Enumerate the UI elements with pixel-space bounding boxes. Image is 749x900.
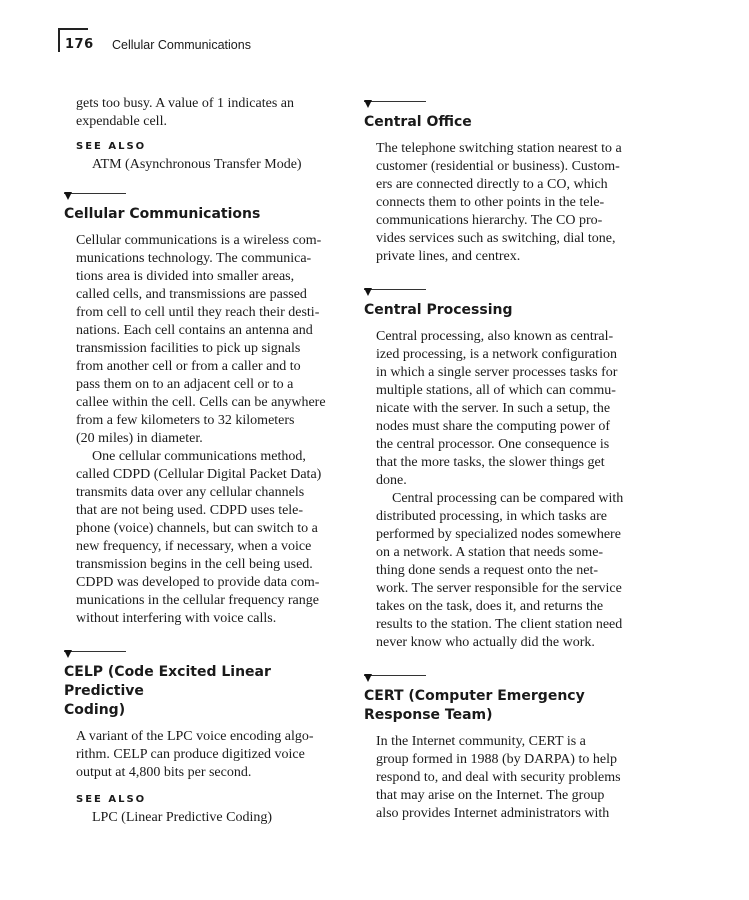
text-line: from cell to cell until they reach their desti-	[76, 305, 320, 320]
text-line: phone (voice) channels, but can switch to a	[76, 521, 318, 536]
text-line: tions area is divided into smaller areas,	[76, 269, 295, 284]
see-also-label: SEE ALSO	[76, 794, 147, 805]
entry-paragraph	[364, 490, 636, 652]
see-also-reference: LPC (Linear Predictive Coding)	[92, 810, 273, 825]
text-line: never know who actually did the work.	[376, 635, 595, 650]
entry-marker	[364, 100, 426, 110]
text-line: One cellular communications method,	[92, 449, 306, 464]
text-line: takes on the task, does it, and returns the	[376, 599, 604, 614]
entry-central-processing	[364, 288, 636, 652]
entry-paragraph	[364, 140, 636, 266]
entry-title	[364, 687, 636, 725]
text-line: gets too busy. A value of 1 indicates an	[76, 96, 294, 111]
entry-marker	[64, 650, 126, 660]
page-number: 176	[65, 37, 94, 52]
text-line: that the more tasks, the slower things get	[376, 455, 605, 470]
text-line: multiple stations, all of which can commu-	[376, 383, 616, 398]
text-line: A variant of the LPC voice encoding algo-	[76, 729, 314, 744]
entry-paragraph	[64, 232, 336, 448]
text-line: thing done sends a request onto the net-	[376, 563, 599, 578]
text-line: done.	[376, 473, 407, 488]
text-line: Central processing can be compared with	[392, 491, 624, 506]
running-title: Cellular Communications	[112, 38, 251, 52]
entry-celp	[64, 650, 336, 827]
entry-paragraph	[64, 728, 336, 782]
text-line: in which a single server processes tasks for	[376, 365, 618, 380]
text-line: that are not being used. CDPD uses tele-	[76, 503, 304, 518]
entry-paragraph	[364, 733, 636, 823]
text-line: new frequency, if necessary, when a voice	[76, 539, 312, 554]
text-line: nicate with the server. In such a setup, the	[376, 401, 611, 416]
text-line: customer (residential or business). Custom-	[376, 159, 620, 174]
text-line: ized processing, is a network configuration	[376, 347, 618, 362]
text-line: the central processor. One consequence is	[376, 437, 610, 452]
text-line: private lines, and centrex.	[376, 249, 521, 264]
text-line: transmits data over any cellular channels	[76, 485, 305, 500]
text-line: respond to, and deal with security problems	[376, 770, 621, 785]
entry-marker	[364, 288, 426, 298]
header-rule-horizontal	[58, 28, 88, 30]
entry-marker	[364, 674, 426, 684]
text-line: Central processing, also known as central-	[376, 329, 614, 344]
text-line: pass them on to an adjacent cell or to a	[76, 377, 294, 392]
entry-central-office	[364, 100, 636, 266]
text-line: called CDPD (Cellular Digital Packet Data)	[76, 467, 322, 482]
text-line: results to the station. The client station need	[376, 617, 623, 632]
text-line: nations. Each cell contains an antenna and	[76, 323, 313, 338]
text-line: In the Internet community, CERT is a	[376, 734, 586, 749]
text-line: connects them to other points in the tele-	[376, 195, 605, 210]
text-line: also provides Internet administrators with	[376, 806, 610, 821]
entry-title: Central Processing	[364, 302, 513, 318]
entry-title	[64, 663, 336, 720]
entry-title-line: CERT (Computer Emergency	[364, 688, 585, 704]
text-line: callee within the cell. Cells can be anywhere	[76, 395, 326, 410]
text-line: munications technology. The communica-	[76, 251, 312, 266]
text-line: called cells, and transmissions are passed	[76, 287, 307, 302]
text-line: CDPD was developed to provide data com-	[76, 575, 320, 590]
entry-title-line: Coding)	[64, 702, 126, 718]
text-line: output at 4,800 bits per second.	[76, 765, 252, 780]
entry-cellular-communications	[64, 192, 336, 628]
text-line: ers are connected directly to a CO, which	[376, 177, 608, 192]
text-line: from another cell or from a caller and to	[76, 359, 301, 374]
text-line: transmission begins in the cell being used.	[76, 557, 313, 572]
text-line: Cellular communications is a wireless com-	[76, 233, 322, 248]
see-also-reference: ATM (Asynchronous Transfer Mode)	[92, 157, 302, 172]
see-also-label: SEE ALSO	[76, 141, 147, 152]
entry-cert	[364, 674, 636, 823]
entry-title: Cellular Communications	[64, 206, 261, 222]
text-line: from a few kilometers to 32 kilometers	[76, 413, 295, 428]
text-line: rithm. CELP can produce digitized voice	[76, 747, 305, 762]
entry-title: Central Office	[364, 114, 472, 130]
text-line: munications in the cellular frequency range	[76, 593, 319, 608]
header-rule-vertical	[58, 28, 60, 52]
text-line: performed by specialized nodes somewhere	[376, 527, 621, 542]
continuation-entry	[64, 95, 336, 174]
entry-paragraph	[64, 448, 336, 628]
text-line: communications hierarchy. The CO pro-	[376, 213, 603, 228]
left-column	[64, 95, 336, 849]
text-line: distributed processing, in which tasks are	[376, 509, 607, 524]
entry-title-line: Response Team)	[364, 707, 493, 723]
text-line: work. The server responsible for the service	[376, 581, 622, 596]
text-line: without interfering with voice calls.	[76, 611, 277, 626]
text-line: expendable cell.	[76, 114, 167, 129]
text-line: (20 miles) in diameter.	[76, 431, 203, 446]
right-column	[364, 100, 636, 845]
text-line: group formed in 1988 (by DARPA) to help	[376, 752, 617, 767]
entry-title-line: CELP (Code Excited Linear Predictive	[64, 664, 271, 699]
text-line: The telephone switching station nearest to a	[376, 141, 622, 156]
continuation-text	[64, 95, 336, 131]
page-header	[58, 28, 358, 52]
text-line: nodes must share the computing power of	[376, 419, 611, 434]
entry-paragraph	[364, 328, 636, 490]
text-line: vides services such as switching, dial tone,	[376, 231, 616, 246]
text-line: on a network. A station that needs some-	[376, 545, 604, 560]
entry-marker	[64, 192, 126, 202]
text-line: transmission facilities to pick up signals	[76, 341, 301, 356]
text-line: that may arise on the Internet. The group	[376, 788, 605, 803]
